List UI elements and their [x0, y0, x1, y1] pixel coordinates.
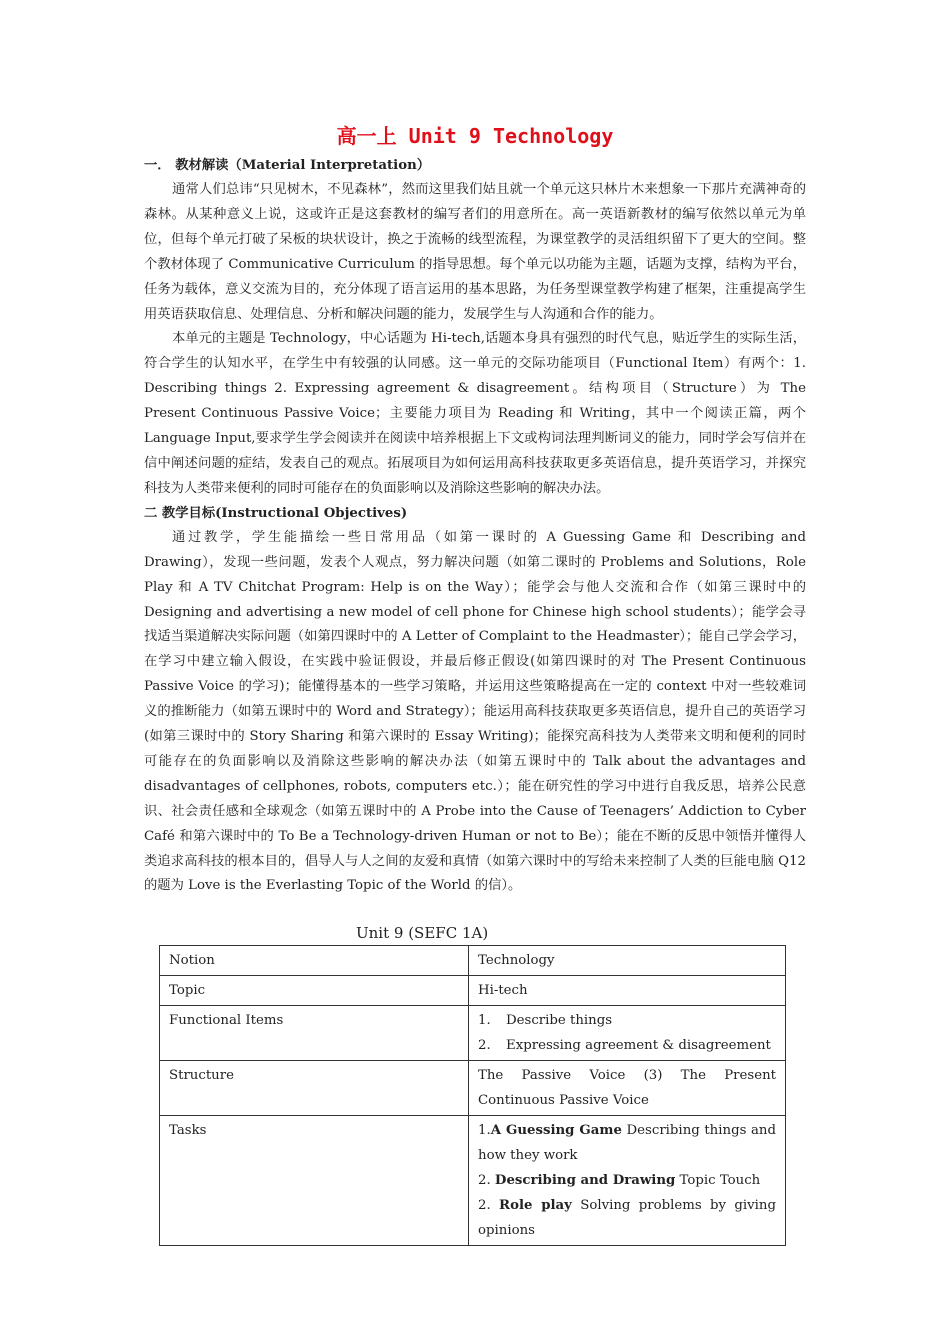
row-label-topic: Topic	[160, 976, 469, 1006]
row-value-structure: The Passive Voice (3) The Present Continuous Passive Voice	[469, 1061, 786, 1116]
section-heading-material: 一． 教材解读（Material Interpretation）	[144, 158, 431, 173]
table-row	[160, 946, 786, 976]
table-row	[160, 1006, 786, 1061]
task-name: Describing and Drawing	[494, 1173, 676, 1188]
paragraph-objectives: 通过教学，学生能描绘一些日常用品（如第一课时的 A Guessing Game 和 Describing and Drawing），发现一些问题，发表个人观点，努力解决问题（如第二课时的 Problems and Solutions，Role Play 和 A TV Chitchat Program: Help is on the Way）；能学会与他人交流和合作（如第三课时中的 Designing and advertising a new model of cell phone for Chinese high school students）；能学会寻找适当渠道解决实际问题（如第四课时中的 A Letter of Complaint to the Headmaster）；能自己学会学习，在学习中建立输入假设，在实践中验证假设，并最后修正假设(如第四课时的对 The Present Continuous Passive Voice 的学习)；能懂得基本的一些学习策略，并运用这些策略提高在一定的 context 中对一些较难词义的推断能力（如第五课时中的 Word and Strategy）；能运用高科技获取更多英语信息，提升自己的英语学习 (如第三课时中的 Story Sharing 和第六课时的 Essay Writing)；能探究高科技为人类带来文明和便利的同时可能存在的负面影响以及消除这些影响的解决办法（如第五课时中的 Talk about the advantages and disadvantages of cellphones, robots, computers etc.）；能在研究性的学习中进行自我反思，培养公民意识、社会责任感和全球观念（如第五课时中的 A Probe into the Cause of Teenagers’ Addiction to Cyber Café 和第六课时中的 To Be a Technology-driven Human or not to Be）；能在不断的反思中领悟并懂得人类追求高科技的根本目的，倡导人与人之间的友爱和真情（如第六课时中的写给未来控制了人类的巨能电脑 Q12 的题为 Love is the Everlasting Topic of the World 的信）。	[144, 529, 806, 894]
table-row	[160, 976, 786, 1006]
list-item	[478, 1118, 776, 1168]
unit-table	[159, 945, 786, 1246]
list-text: Expressing agreement & disagreement	[506, 1038, 771, 1053]
list-number: 1.	[478, 1123, 491, 1138]
paragraph-material-2: 本单元的主题是 Technology，中心话题为 Hi-tech,话题本身具有强烈的时代气息，贴近学生的实际生活，符合学生的认知水平，在学生中有较强的认同感。这一单元的交际功能项目（Functional Item）有两个：1. Describing things 2. Expressing agreement & disagreement。结构项目（Structure）为 The Present Continuous Passive Voice；主要能力项目为 Reading 和 Writing，其中一个阅读正篇，两个 Language Input,要求学生学会阅读并在阅读中培养根据上下文或构词法理判断词义的能力，同时学会写信并在信中阐述问题的症结，发表自己的观点。拓展项目为如何运用高科技获取更多英语信息，提升英语学习，并探究科技为人类带来便利的同时可能存在的负面影响以及消除这些影响的解决办法。	[144, 331, 806, 496]
row-value-notion: Technology	[469, 946, 786, 976]
paragraph-material-1: 通常人们总讳“只见树木，不见森林”，然而这里我们姑且就一个单元这只林片木来想象一下那片充满神奇的森林。从某种意义上说，这或许正是这套教材的编写者们的用意所在。高一英语新教材的编写依然以单元为单位，但每个单元打破了呆板的块状设计，换之于流畅的线型流程，为课堂教学的灵活组织留下了更大的空间。整个教材体现了 Communicative Curriculum 的指导思想。每个单元以功能为主题，话题为支撑，结构为平台，任务为载体，意义交流为目的，充分体现了语言运用的基本思路，为任务型课堂教学构建了框架，注重提高学生用英语获取信息、处理信息、分析和解决问题的能力，发展学生与人沟通和合作的能力。	[144, 182, 806, 322]
document-page	[144, 118, 806, 899]
row-value-topic: Hi-tech	[469, 976, 786, 1006]
task-description: Describing things and how they work	[478, 1123, 776, 1163]
task-name: A Guessing Game	[490, 1123, 622, 1138]
list-item	[478, 1008, 776, 1033]
document-title: 高一上 Unit 9 Technology	[336, 124, 614, 148]
list-item	[478, 1168, 776, 1193]
list-number: 2.	[478, 1038, 491, 1053]
row-value-tasks	[469, 1116, 786, 1246]
row-label-structure: Structure	[160, 1061, 469, 1116]
row-label-notion: Notion	[160, 946, 469, 976]
list-item	[478, 1033, 776, 1058]
task-description: Topic Touch	[675, 1173, 761, 1188]
list-number: 2.	[478, 1173, 495, 1188]
list-number: 2.	[478, 1198, 500, 1213]
row-label-functional: Functional Items	[160, 1006, 469, 1061]
task-description: Solving problems by giving opinions	[478, 1198, 776, 1238]
list-text: Describe things	[506, 1013, 613, 1028]
list-item	[478, 1193, 776, 1243]
list-number: 1.	[478, 1013, 491, 1028]
section-heading-objectives: 二 教学目标(Instructional Objectives)	[144, 505, 408, 521]
row-label-tasks: Tasks	[160, 1116, 469, 1246]
table-row	[160, 1061, 786, 1116]
table-row	[160, 1116, 786, 1246]
task-name: Role play	[499, 1198, 572, 1213]
table-caption: Unit 9 (SEFC 1A)	[356, 924, 489, 942]
row-value-functional	[469, 1006, 786, 1061]
